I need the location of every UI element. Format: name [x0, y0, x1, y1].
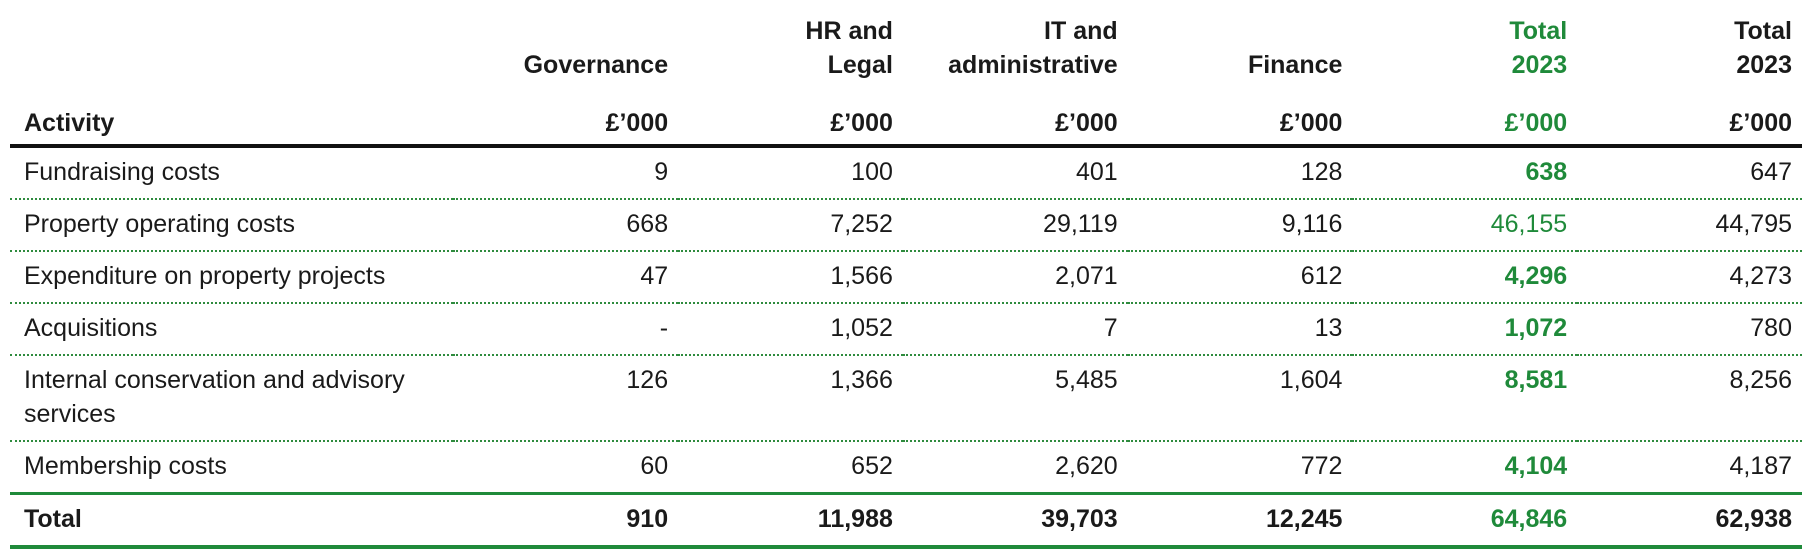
cell-hr-legal: 1,366: [678, 355, 903, 441]
cell-it-admin: 2,620: [903, 441, 1128, 494]
cell-it-admin: 2,071: [903, 251, 1128, 303]
cell-hr-legal: 1,052: [678, 303, 903, 355]
total-label: Total: [10, 494, 453, 548]
header-blank: [10, 12, 453, 82]
table-body: [10, 146, 1802, 494]
total-total-current: 64,846: [1352, 494, 1577, 548]
cell-it-admin: 5,485: [903, 355, 1128, 441]
unit-total-prior: £’000: [1577, 82, 1802, 146]
header-row-titles: [10, 12, 1802, 82]
cell-total-prior: 4,273: [1577, 251, 1802, 303]
cell-total-current: 638: [1352, 146, 1577, 199]
table-row: [10, 303, 1802, 355]
row-activity: Expenditure on property projects: [10, 251, 453, 303]
cell-total-prior: 8,256: [1577, 355, 1802, 441]
cell-hr-legal: 652: [678, 441, 903, 494]
header-total-prior: Total 2023: [1734, 17, 1792, 79]
cell-it-admin: 401: [903, 146, 1128, 199]
cell-total-prior: 780: [1577, 303, 1802, 355]
row-activity: Membership costs: [10, 441, 453, 494]
header-governance: Governance: [523, 51, 669, 79]
cell-hr-legal: 1,566: [678, 251, 903, 303]
unit-it-admin: £’000: [903, 82, 1128, 146]
cell-finance: 772: [1128, 441, 1353, 494]
unit-finance: £’000: [1128, 82, 1353, 146]
cell-hr-legal: 100: [678, 146, 903, 199]
cell-total-current: 1,072: [1352, 303, 1577, 355]
total-finance: 12,245: [1128, 494, 1353, 548]
cost-allocation-table: [10, 12, 1802, 549]
row-activity: Acquisitions: [10, 303, 453, 355]
header-row-units: [10, 82, 1802, 146]
cell-total-prior: 647: [1577, 146, 1802, 199]
total-hr-legal: 11,988: [678, 494, 903, 548]
cell-finance: 1,604: [1128, 355, 1353, 441]
cell-total-current: 4,296: [1352, 251, 1577, 303]
cell-total-prior: 4,187: [1577, 441, 1802, 494]
table-row: [10, 199, 1802, 251]
total-total-prior: 62,938: [1577, 494, 1802, 548]
table-row: [10, 441, 1802, 494]
cell-governance: 668: [453, 199, 678, 251]
row-activity: Internal conservation and advisory services: [10, 355, 453, 441]
total-governance: 910: [453, 494, 678, 548]
header-hr-legal: HR and Legal: [805, 17, 893, 79]
table-row: [10, 251, 1802, 303]
table-footer: [10, 494, 1802, 548]
cell-finance: 13: [1128, 303, 1353, 355]
cell-finance: 612: [1128, 251, 1353, 303]
cell-total-current: 46,155: [1352, 199, 1577, 251]
total-it-admin: 39,703: [903, 494, 1128, 548]
total-row: [10, 494, 1802, 548]
unit-hr-legal: £’000: [678, 82, 903, 146]
cell-finance: 9,116: [1128, 199, 1353, 251]
table-row: [10, 146, 1802, 199]
cell-governance: 9: [453, 146, 678, 199]
cell-governance: -: [453, 303, 678, 355]
cell-governance: 60: [453, 441, 678, 494]
table-row: [10, 355, 1802, 441]
unit-governance: £’000: [453, 82, 678, 146]
header-activity: Activity: [10, 82, 453, 146]
cell-total-prior: 44,795: [1577, 199, 1802, 251]
cell-hr-legal: 7,252: [678, 199, 903, 251]
header-it-admin: IT and administrative: [948, 17, 1118, 79]
cell-it-admin: 29,119: [903, 199, 1128, 251]
row-activity: Property operating costs: [10, 199, 453, 251]
cell-total-current: 8,581: [1352, 355, 1577, 441]
cell-it-admin: 7: [903, 303, 1128, 355]
row-activity: Fundraising costs: [10, 146, 453, 199]
table-header: [10, 12, 1802, 146]
unit-total-current: £’000: [1352, 82, 1577, 146]
header-finance: Finance: [1247, 51, 1343, 79]
cell-total-current: 4,104: [1352, 441, 1577, 494]
cell-governance: 47: [453, 251, 678, 303]
cell-governance: 126: [453, 355, 678, 441]
cell-finance: 128: [1128, 146, 1353, 199]
header-total-current: Total 2023: [1509, 17, 1568, 79]
